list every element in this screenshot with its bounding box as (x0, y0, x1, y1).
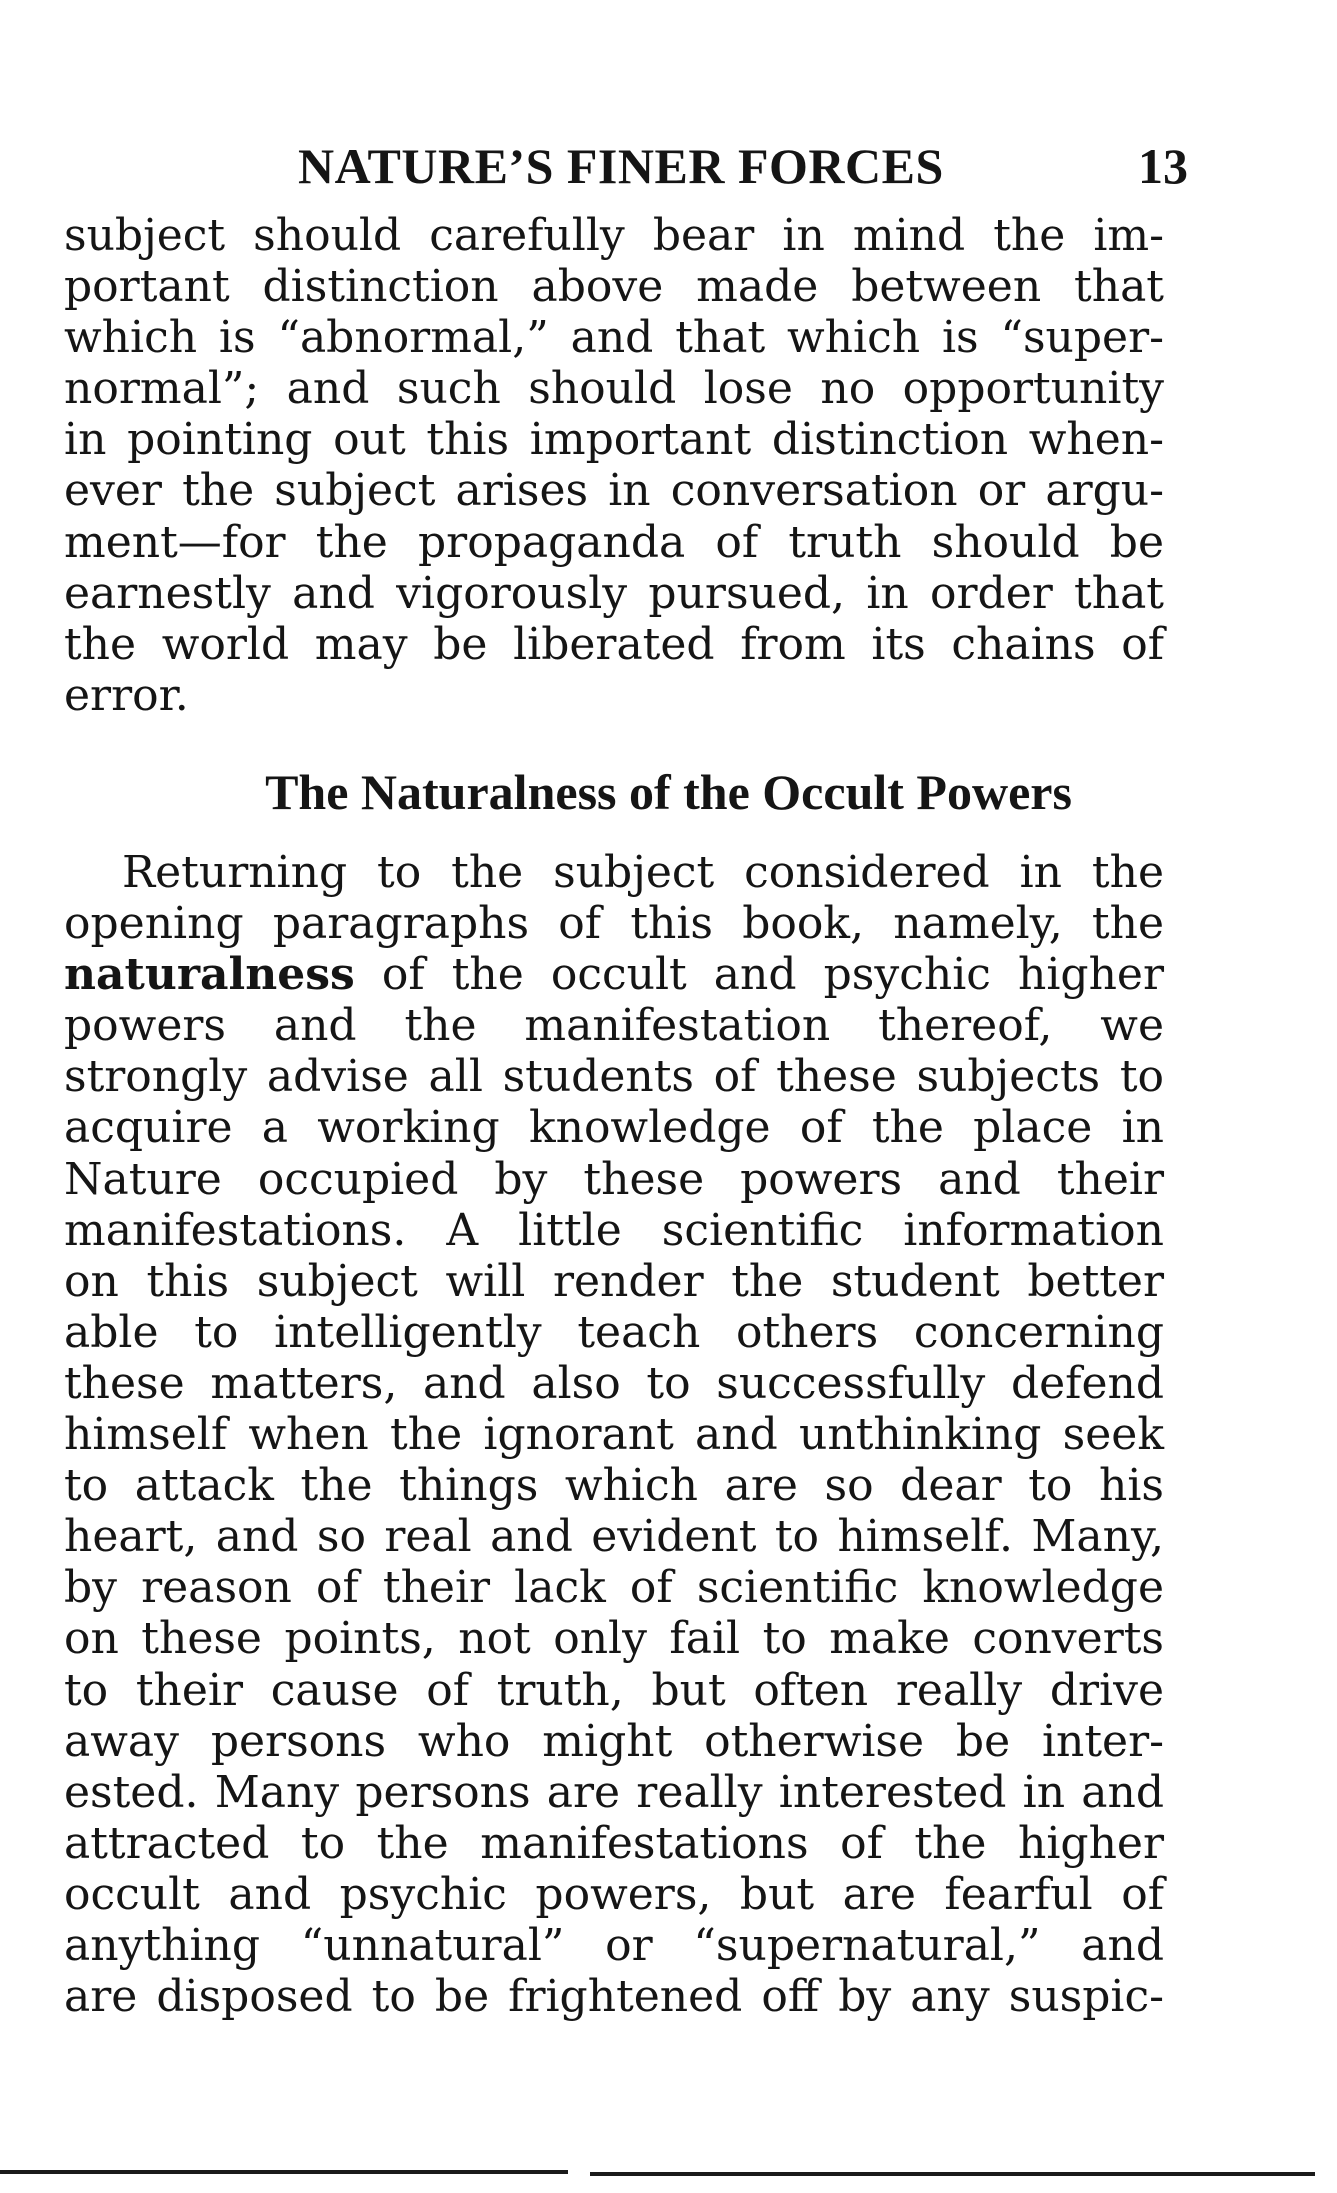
text-line: ment—for the propaganda of truth should be (64, 516, 1164, 568)
text-line-with-emphasis (64, 949, 1164, 1000)
text-line: heart, and so real and evident to himself. Many, (64, 1511, 1164, 1563)
text-line: are disposed to be frightened off by any suspic- (64, 1971, 1164, 2023)
bottom-rule-left (0, 2170, 568, 2174)
text-line: error. (64, 669, 189, 721)
text-line: subject should carefully bear in mind the im- (64, 210, 1164, 261)
text-line: opening paragraphs of this book, namely, the (64, 898, 1164, 950)
text-line: away persons who might otherwise be inter- (64, 1715, 1164, 1767)
text-line: in pointing out this important distinction when- (64, 414, 1164, 466)
text-line: Nature occupied by these powers and their (64, 1153, 1164, 1205)
paragraph-naturalness (64, 847, 1164, 2022)
text-line: able to intelligently teach others concerning (64, 1306, 1164, 1358)
text-line: to their cause of truth, but often really drive (64, 1664, 1164, 1716)
text-line: ever the subject arises in conversation or argu- (64, 465, 1164, 517)
page-number: 13 (1138, 138, 1188, 194)
section-heading: The Naturalness of the Occult Powers (265, 764, 1072, 820)
text-line: Returning to the subject considered in the (122, 847, 1164, 898)
text-line: occult and psychic powers, but are fearful of (64, 1868, 1164, 1920)
text-line: anything “unnatural” or “supernatural,” and (64, 1919, 1164, 1971)
text-line: himself when the ignorant and unthinking seek (64, 1409, 1164, 1461)
running-head (298, 136, 1188, 196)
text-fragment: of the occult and psychic higher (354, 949, 1164, 1001)
text-line: on these points, not only fail to make converts (64, 1613, 1164, 1665)
text-line: strongly advise all students of these subjects to (64, 1051, 1164, 1103)
text-line: the world may be liberated from its chains of (64, 618, 1164, 670)
text-line: attracted to the manifestations of the higher (64, 1817, 1164, 1869)
text-line: earnestly and vigorously pursued, in order that (64, 567, 1164, 619)
text-line: normal”; and such should lose no opportunity (64, 363, 1164, 415)
text-line: portant distinction above made between that (64, 261, 1164, 313)
text-line: ested. Many persons are really interested in and (64, 1766, 1164, 1818)
text-line: acquire a working knowledge of the place in (64, 1102, 1164, 1154)
text-line: which is “abnormal,” and that which is “super- (64, 312, 1164, 364)
text-line: to attack the things which are so dear to his (64, 1460, 1164, 1512)
text-line: by reason of their lack of scientific knowledge (64, 1562, 1164, 1614)
text-line: powers and the manifestation thereof, we (64, 1000, 1164, 1052)
text-line: on this subject will render the student better (64, 1255, 1164, 1307)
text-line: these matters, and also to successfully defend (64, 1357, 1164, 1409)
running-title: NATURE’S FINER FORCES (298, 138, 944, 194)
paragraph-opening (64, 210, 1164, 721)
emphasized-word: naturalness (64, 949, 355, 1001)
text-line: manifestations. A little scientific information (64, 1204, 1164, 1256)
bottom-rule-right (590, 2172, 1315, 2176)
